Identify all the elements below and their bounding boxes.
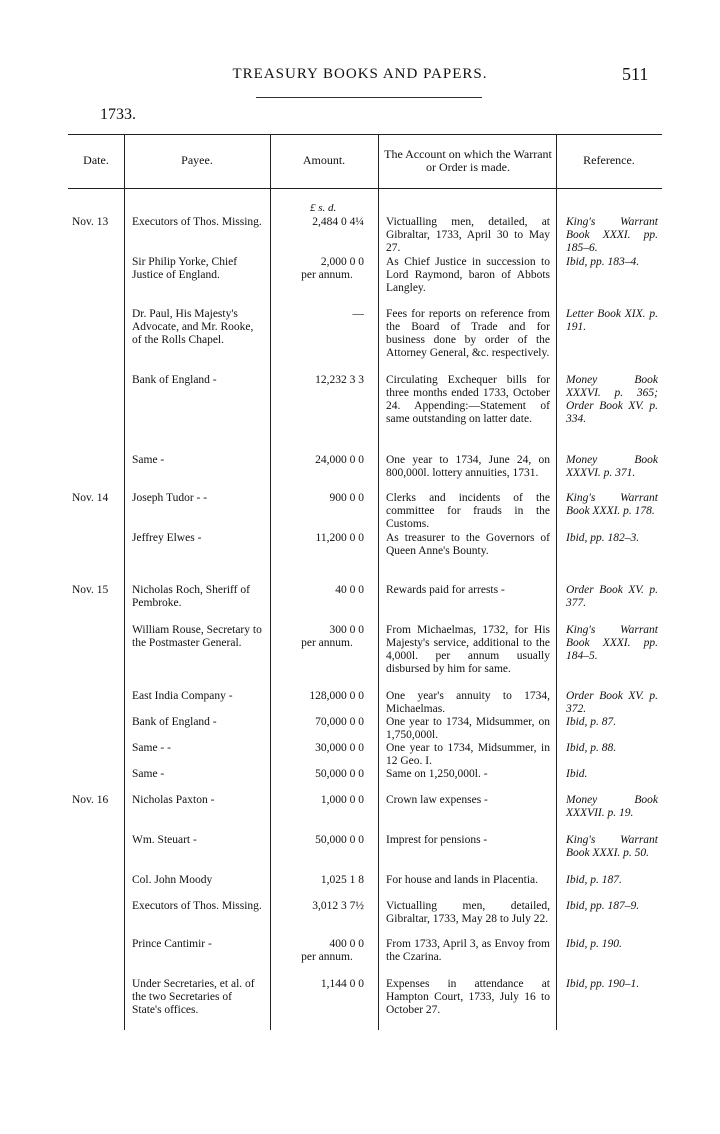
table-cell-account: Circulating Exchequer bills for three months ended 1733, October 24. Appending:—Statement of same outstanding on latter date.: [386, 374, 550, 425]
table-cell-reference: Ibid, pp. 182–3.: [566, 532, 640, 544]
table-cell-account: Clerks and incidents of the committee for frauds in the Customs.: [386, 492, 550, 530]
amount-value: 30,000 0 0: [315, 742, 364, 754]
table-cell-account: Crown law expenses -: [386, 794, 488, 806]
table-cell-reference: Ibid.: [566, 768, 588, 780]
column-divider: [556, 134, 557, 1030]
column-header-date: Date.: [83, 153, 109, 167]
table-cell-amount: [276, 900, 376, 913]
table-cell-payee: Prince Cantimir -: [132, 938, 212, 950]
table-cell-account: Victualling men, detailed, Gibraltar, 1733, May 28 to July 22.: [386, 900, 550, 925]
table-cell-account: One year to 1734, June 24, on 800,000l. lottery annuities, 1731.: [386, 454, 550, 479]
table-cell-payee: Nicholas Paxton -: [132, 794, 215, 806]
table-cell-payee: Executors of Thos. Missing.: [132, 900, 262, 912]
page-number: 511: [622, 64, 649, 84]
table-cell-date: Nov. 14: [72, 492, 109, 504]
column-header-payee: Payee.: [181, 153, 213, 167]
table-cell-amount: [276, 874, 376, 887]
amount-note: per annum.: [301, 269, 353, 281]
table-cell-reference: King's Warrant Book XXXI. pp. 185–6.: [566, 216, 658, 254]
table-cell-account: One year to 1734, Midsummer, on 1,750,000l.: [386, 716, 550, 741]
amount-value: 40 0 0: [335, 584, 364, 596]
table-cell-account: Expenses in attendance at Hampton Court, 1733, July 16 to October 27.: [386, 978, 550, 1016]
table-cell-reference: King's Warrant Book XXXI. p. 50.: [566, 834, 658, 859]
table-cell-reference: Money Book XXXVI. p. 371.: [566, 454, 658, 479]
amount-value: 24,000 0 0: [315, 454, 364, 466]
column-divider: [378, 134, 379, 1030]
table-cell-payee: Dr. Paul, His Majesty's Advocate, and Mr. Rooke, of the Rolls Chapel.: [132, 308, 254, 346]
table-cell-amount: [276, 374, 376, 387]
header-rule: [256, 97, 482, 98]
amount-value: —: [352, 308, 364, 320]
table-cell-amount: [276, 584, 376, 597]
amount-value: 1,025 1 8: [320, 874, 364, 886]
amount-value: 50,000 0 0: [315, 834, 364, 846]
table-cell-payee: Sir Philip Yorke, Chief Justice of England.: [132, 256, 238, 281]
table-cell-account: Rewards paid for arrests -: [386, 584, 505, 596]
amount-value: 3,012 3 7½: [312, 900, 364, 912]
table-cell-amount: [276, 216, 376, 229]
column-divider: [124, 134, 125, 1030]
table-cell-date: Nov. 15: [72, 584, 109, 596]
amount-value: 900 0 0: [329, 492, 364, 504]
table-cell-payee: Bank of England -: [132, 374, 217, 386]
table-cell-payee: Joseph Tudor - -: [132, 492, 208, 504]
table-cell-reference: Money Book XXXVI. p. 365; Order Book XV. p. 334.: [566, 374, 658, 425]
amount-units: £ s. d.: [310, 202, 337, 214]
table-cell-payee: Under Secretaries, et al. of the two Secretaries of State's offices.: [132, 978, 255, 1016]
table-cell-payee: Jeffrey Elwes -: [132, 532, 202, 544]
table-cell-account: One year's annuity to 1734, Michaelmas.: [386, 690, 550, 715]
column-header-reference: Reference.: [583, 153, 635, 167]
amount-value: 300 0 0: [329, 624, 364, 636]
table-cell-reference: Ibid, p. 187.: [566, 874, 622, 886]
table-cell-account: Victualling men, detailed, at Gibraltar, 1733, April 30 to May 27.: [386, 216, 550, 254]
table-cell-account: Fees for reports on reference from the Board of Trade and for business done by order of the Attorney General, &c. respectively.: [386, 308, 550, 359]
table-cell-amount: [276, 938, 376, 964]
table-cell-account: As Chief Justice in succession to Lord Raymond, baron of Abbots Langley.: [386, 256, 550, 294]
table-cell-date: Nov. 16: [72, 794, 109, 806]
table-cell-amount: [276, 716, 376, 729]
amount-value: 128,000 0 0: [309, 690, 364, 702]
table-cell-amount: [276, 308, 376, 321]
table-cell-reference: Ibid, p. 87.: [566, 716, 617, 728]
table-cell-reference: Order Book XV. p. 372.: [566, 690, 658, 715]
table-cell-date: Nov. 13: [72, 216, 109, 228]
amount-value: 1,000 0 0: [320, 794, 364, 806]
table-cell-reference: Ibid, pp. 187–9.: [566, 900, 640, 912]
table-cell-amount: [276, 624, 376, 650]
amount-note: per annum.: [301, 951, 353, 963]
table-cell-reference: King's Warrant Book XXXI. p. 178.: [566, 492, 658, 517]
table-cell-payee: Same -: [132, 454, 165, 466]
table-cell-payee: Wm. Steuart -: [132, 834, 197, 846]
amount-value: 1,144 0 0: [320, 978, 364, 990]
amount-value: 12,232 3 3: [315, 374, 364, 386]
table-cell-account: One year to 1734, Midsummer, in 12 Geo. I.: [386, 742, 550, 767]
table-cell-payee: Same -: [132, 768, 165, 780]
header-bottom-rule: [68, 188, 662, 189]
table-cell-payee: Nicholas Roch, Sheriff of Pembroke.: [132, 584, 250, 609]
table-cell-reference: King's Warrant Book XXXI. pp. 184–5.: [566, 624, 658, 662]
table-cell-reference: Money Book XXXVII. p. 19.: [566, 794, 658, 819]
table-top-rule: [68, 134, 662, 135]
table-cell-amount: [276, 492, 376, 505]
amount-value: 11,200 0 0: [315, 532, 364, 544]
table-cell-payee: Bank of England -: [132, 716, 217, 728]
table-cell-amount: [276, 794, 376, 807]
table-cell-account: From 1733, April 3, as Envoy from the Czarina.: [386, 938, 550, 963]
table-cell-payee: Same - -: [132, 742, 171, 754]
table-cell-account: From Michaelmas, 1732, for His Majesty's service, additional to the 4,000l. per annum usually disbursed by him for same.: [386, 624, 550, 675]
amount-value: 400 0 0: [329, 938, 364, 950]
table-cell-amount: [276, 768, 376, 781]
column-header-account: The Account on which the Warrant or Order is made.: [384, 147, 552, 174]
amount-value: 70,000 0 0: [315, 716, 364, 728]
table-cell-account: Same on 1,250,000l. -: [386, 768, 488, 780]
table-cell-payee: East India Company -: [132, 690, 233, 702]
table-cell-reference: Ibid, pp. 183–4.: [566, 256, 640, 268]
table-cell-payee: William Rouse, Secretary to the Postmaster General.: [132, 624, 262, 649]
column-divider: [270, 134, 271, 1030]
amount-value: 50,000 0 0: [315, 768, 364, 780]
table-cell-amount: [276, 256, 376, 282]
table-cell-reference: Ibid, pp. 190–1.: [566, 978, 640, 990]
table-cell-reference: Ibid, p. 190.: [566, 938, 622, 950]
year-label: 1733.: [100, 106, 136, 123]
table-cell-account: For house and lands in Placentia.: [386, 874, 539, 886]
table-cell-amount: [276, 532, 376, 545]
amount-value: 2,484 0 4¼: [312, 216, 364, 228]
amount-note: per annum.: [301, 637, 353, 649]
table-cell-amount: [276, 834, 376, 847]
table-cell-reference: Letter Book XIX. p. 191.: [566, 308, 658, 333]
column-header-amount: Amount.: [302, 153, 346, 167]
table-cell-reference: Ibid, p. 88.: [566, 742, 617, 754]
amount-value: 2,000 0 0: [320, 256, 364, 268]
table-cell-amount: [276, 690, 376, 703]
running-title: TREASURY BOOKS AND PAPERS.: [232, 66, 488, 82]
table-cell-account: As treasurer to the Governors of Queen Anne's Bounty.: [386, 532, 550, 557]
table-cell-payee: Executors of Thos. Missing.: [132, 216, 262, 228]
table-cell-amount: [276, 454, 376, 467]
table-cell-amount: [276, 742, 376, 755]
table-cell-amount: [276, 978, 376, 991]
table-cell-payee: Col. John Moody: [132, 874, 213, 886]
table-cell-account: Imprest for pensions -: [386, 834, 488, 846]
table-cell-reference: Order Book XV. p. 377.: [566, 584, 658, 609]
